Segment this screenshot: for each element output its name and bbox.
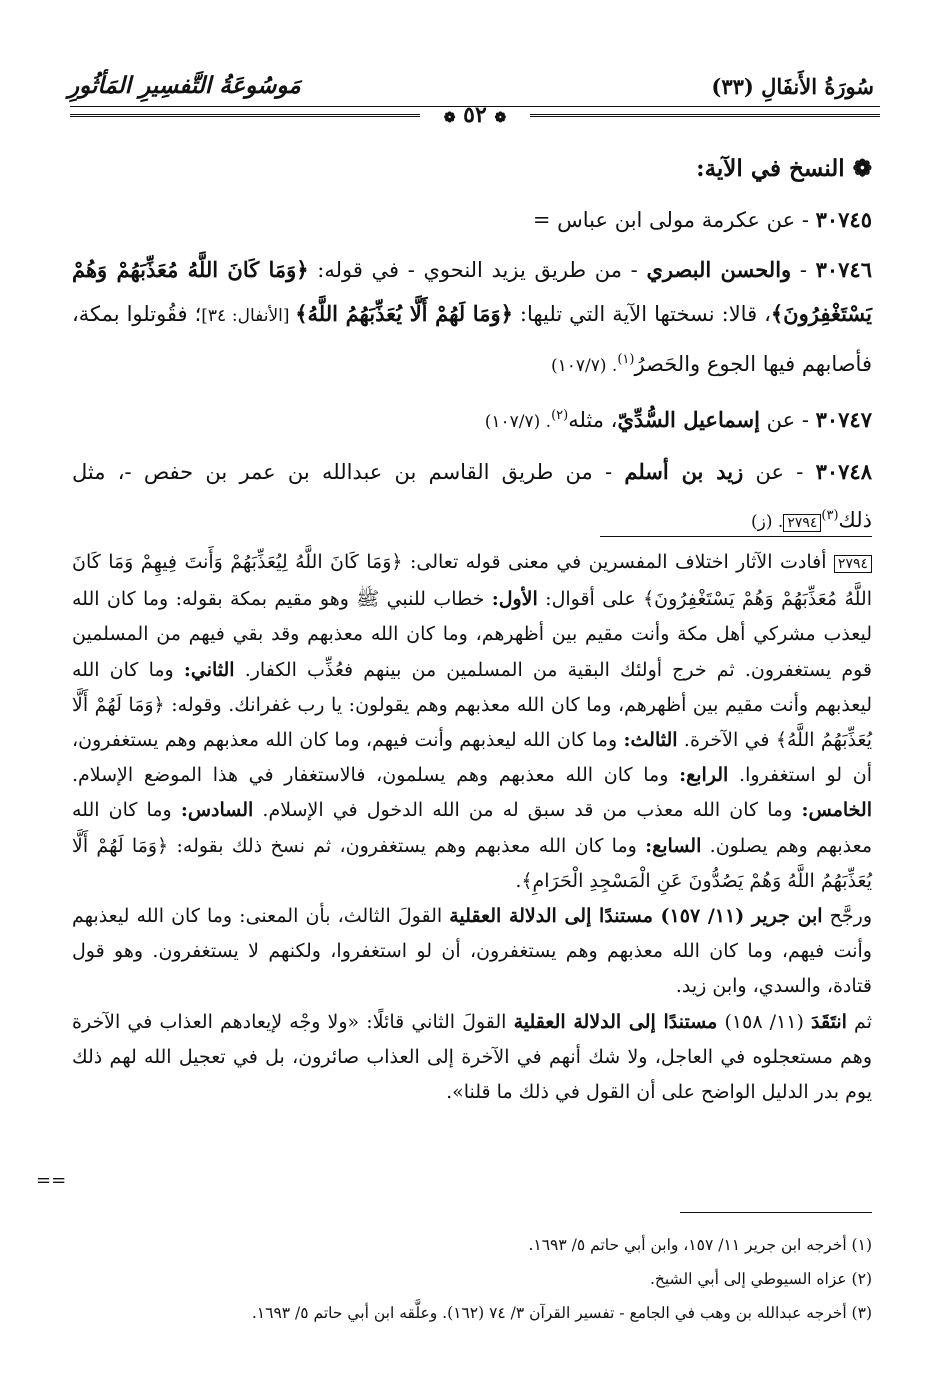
footnote-mark: (٣) xyxy=(821,508,839,523)
footnote-mark: (١) xyxy=(617,352,635,367)
footnote-1: (١) أخرجه ابن جرير ١١/ ١٥٧، وابن أبي حاتم ٥/ ١٦٩٣. xyxy=(528,1236,872,1254)
ornament-icon: ❁ xyxy=(443,110,456,126)
footnote-separator xyxy=(680,1212,872,1213)
commentary-text: وما كان الله معذبهم وهم يصلون. xyxy=(72,799,872,857)
opinion-label: السابع: xyxy=(645,834,702,857)
scholar-reference: ابن جرير (١١/ ١٥٧) مستندًا إلى الدلالة العقلية xyxy=(449,905,823,928)
commentary-text: وما كان الله ليعذبهم وأنت مقيم بين أظهرهم، وما كان الله معذبهم وهم يقولون: يا رب غفرانك. وقوله: ﴿وَمَا لَهُمْ أَلَّا يُعَذِّبَهُمُ اللَّهُ﴾ في الآخرة. xyxy=(72,658,872,752)
commentary-text: وما كان الله معذبهم وهم يستغفرون، ثم نسخ ذلك بقوله: ﴿وَمَا لَهُمْ أَلَّا يُعَذِّبَهُمُ اللَّهُ وَهُمْ يَصُدُّونَ عَنِ الْمَسْجِدِ الْحَرَامِ﴾. xyxy=(72,834,872,892)
source-reference: . (١٠٧/٧) xyxy=(550,356,618,376)
header-rule-right xyxy=(530,114,880,117)
narration-30745 xyxy=(72,198,872,242)
narrator-name: والحسن البصري xyxy=(646,257,792,282)
opinion-label: الخامس: xyxy=(801,799,873,822)
footnotes xyxy=(72,1228,872,1330)
commentary-separator xyxy=(600,536,872,537)
flower-icon: ❁ xyxy=(852,155,872,182)
surah-title: سُورَةُ الأَنفَالِ (٣٣) xyxy=(711,74,874,99)
commentary-text: خطاب للنبي ﷺ وهو مقيم بمكة بقوله: وما كان الله ليعذب مشركي أهل مكة وأنت مقيم بين أظهرهم، وما كان الله معذبهم وقد بقي فيهم من المسلمين قوم يستغفرون. ثم خرج أولئك البقية من المسلمين من بينهم فعُذِّب الكفار. xyxy=(72,588,873,681)
narration-text: - من طريق القاسم بن عبدالله بن عمر بن حفص -، مثل ذلك xyxy=(72,460,872,532)
dash: - xyxy=(795,408,816,432)
source-reference: . (١٠٧/٧) xyxy=(484,412,552,432)
continuation-mark: == xyxy=(36,1170,67,1191)
narration-30748 xyxy=(72,450,872,545)
commentary-text: ورجَّح xyxy=(822,905,873,928)
commentary-paragraph xyxy=(72,1005,872,1111)
commentary-text: وما كان الله ليعذبهم وأنت فيهم، وما كان الله معذبهم وهم يستغفرون، أن لو استغفروا. xyxy=(72,729,872,787)
narration-text: ، مثله xyxy=(568,408,618,432)
narration-number: ٣٠٧٤٦ xyxy=(815,257,872,282)
opinion-label: الثاني: xyxy=(183,658,235,681)
narration-text: ، قالا: نسختها الآية التي تليها: xyxy=(512,302,771,326)
main-text xyxy=(72,148,872,551)
narration-number: ٣٠٧٤٨ xyxy=(815,459,872,484)
commentary-text: ثم xyxy=(846,1010,872,1033)
footnote-3: (٣) أخرجه عبدالله بن وهب في الجامع - تفسير القرآن ٣/ ٧٤ (١٦٢). وعلَّقه ابن أبي حاتم ٥/ ١٦٩٣. xyxy=(251,1304,872,1322)
dash: - xyxy=(784,460,816,484)
commentary-text: وما كان الله معذبهم وهم يسلمون، فالاستغفار في هذا الموضع الإسلام. xyxy=(72,764,680,787)
narration-text: - من طريق يزيد النحوي - في قوله: xyxy=(308,258,647,282)
commentary-text: (١١/ ١٥٨) xyxy=(717,1010,812,1033)
narrator-name: زيد بن أسلم xyxy=(624,459,744,484)
narration-text: ؛ فقُوتلوا بمكة، فأصابهم فيها الجوع والحَصرُ xyxy=(72,302,872,376)
commentary-text: أفادت الآثار اختلاف المفسرين في معنى قوله تعالى: ﴿وَمَا كَانَ اللَّهُ لِيُعَذِّبَهُمْ وَأَنتَ فِيهِمْ وَمَا كَانَ اللَّهُ مُعَذِّبَهُمْ وَهُمْ يَسْتَغْفِرُونَ﴾ على أقوال: xyxy=(72,551,872,611)
commentary-text: القولَ الثاني قائلًا: «ولا وجْه لإيعادهم العذاب في الآخرة وهم مستعجلوه في العاجل، ولا شك أنهم في الآخرة إلى العذاب صائرون، بل في تعجيل الله لهم ذلك يوم بدر الدليل الواضح على أن القول في ذلك ما قلنا». xyxy=(72,1010,872,1104)
footnote-2: (٢) عزاه السيوطي إلى أبي الشيخ. xyxy=(649,1270,872,1288)
commentary-block xyxy=(72,545,872,1110)
opinion-label: الثالث: xyxy=(623,729,678,752)
commentary-number-box: ٢٧٩٤ xyxy=(834,555,872,573)
narration-text: عن xyxy=(759,408,796,432)
critique-label: انتَقَدَ xyxy=(811,1010,847,1033)
evidence-label: مستندًا إلى الدلالة العقلية xyxy=(513,1010,718,1033)
quran-quote: ﴿وَمَا كَانَ اللَّهُ مُعَذِّبَهُمْ وَهُمْ يَسْتَغْفِرُونَ﴾ xyxy=(72,257,872,326)
narration-30746 xyxy=(72,248,872,388)
narration-text: عن xyxy=(743,460,785,484)
ornament-icon: ❁ xyxy=(494,110,507,126)
narration-number: ٣٠٧٤٥ xyxy=(815,207,872,232)
commentary-paragraph xyxy=(72,899,872,1005)
page-number xyxy=(420,102,530,128)
page-number-value: ٥٢ xyxy=(463,102,487,128)
opinion-label: الأول: xyxy=(491,588,538,611)
section-heading-text: النسخ في الآية: xyxy=(696,155,845,182)
commentary-paragraph xyxy=(72,545,872,899)
commentary-text: وما كان الله معذب من قد سبق له من الله الدخول في الإسلام. xyxy=(253,799,802,822)
verse-reference: [الأنفال: ٣٤] xyxy=(201,306,296,326)
section-heading xyxy=(72,148,872,190)
footnote-mark: (٢) xyxy=(551,408,569,423)
header-rule-left xyxy=(70,114,420,117)
source-reference: . (ز) xyxy=(751,512,784,532)
commentary-link-box[interactable]: ٢٧٩٤ xyxy=(783,514,821,532)
narrator-name: إسماعيل السُّدِّيّ xyxy=(617,407,760,432)
narration-30747 xyxy=(72,394,872,444)
quran-quote: ﴿وَمَا لَهُمْ أَلَّا يُعَذِّبَهُمُ اللَّهُ﴾ xyxy=(295,301,513,326)
opinion-label: الرابع: xyxy=(679,764,729,787)
opinion-label: السادس: xyxy=(180,799,254,822)
narration-number: ٣٠٧٤٧ xyxy=(815,407,872,432)
book-title: مَوسُوعَةُ التَّفسِيرِ المَأثُورِ xyxy=(68,72,301,99)
commentary-text: القولَ الثالث، بأن المعنى: وما كان الله ليعذبهم وأنت فيهم، وما كان الله معذبهم وهم يستغفرون، أن لو استغفروا، ولكنهم لا يستغفرون. وهو قول قتادة، والسدي، وابن زيد. xyxy=(72,905,872,998)
narration-text: عن عكرمة مولى ابن عباس = xyxy=(532,208,796,232)
dash: - xyxy=(795,208,816,232)
dash: - xyxy=(791,258,816,282)
